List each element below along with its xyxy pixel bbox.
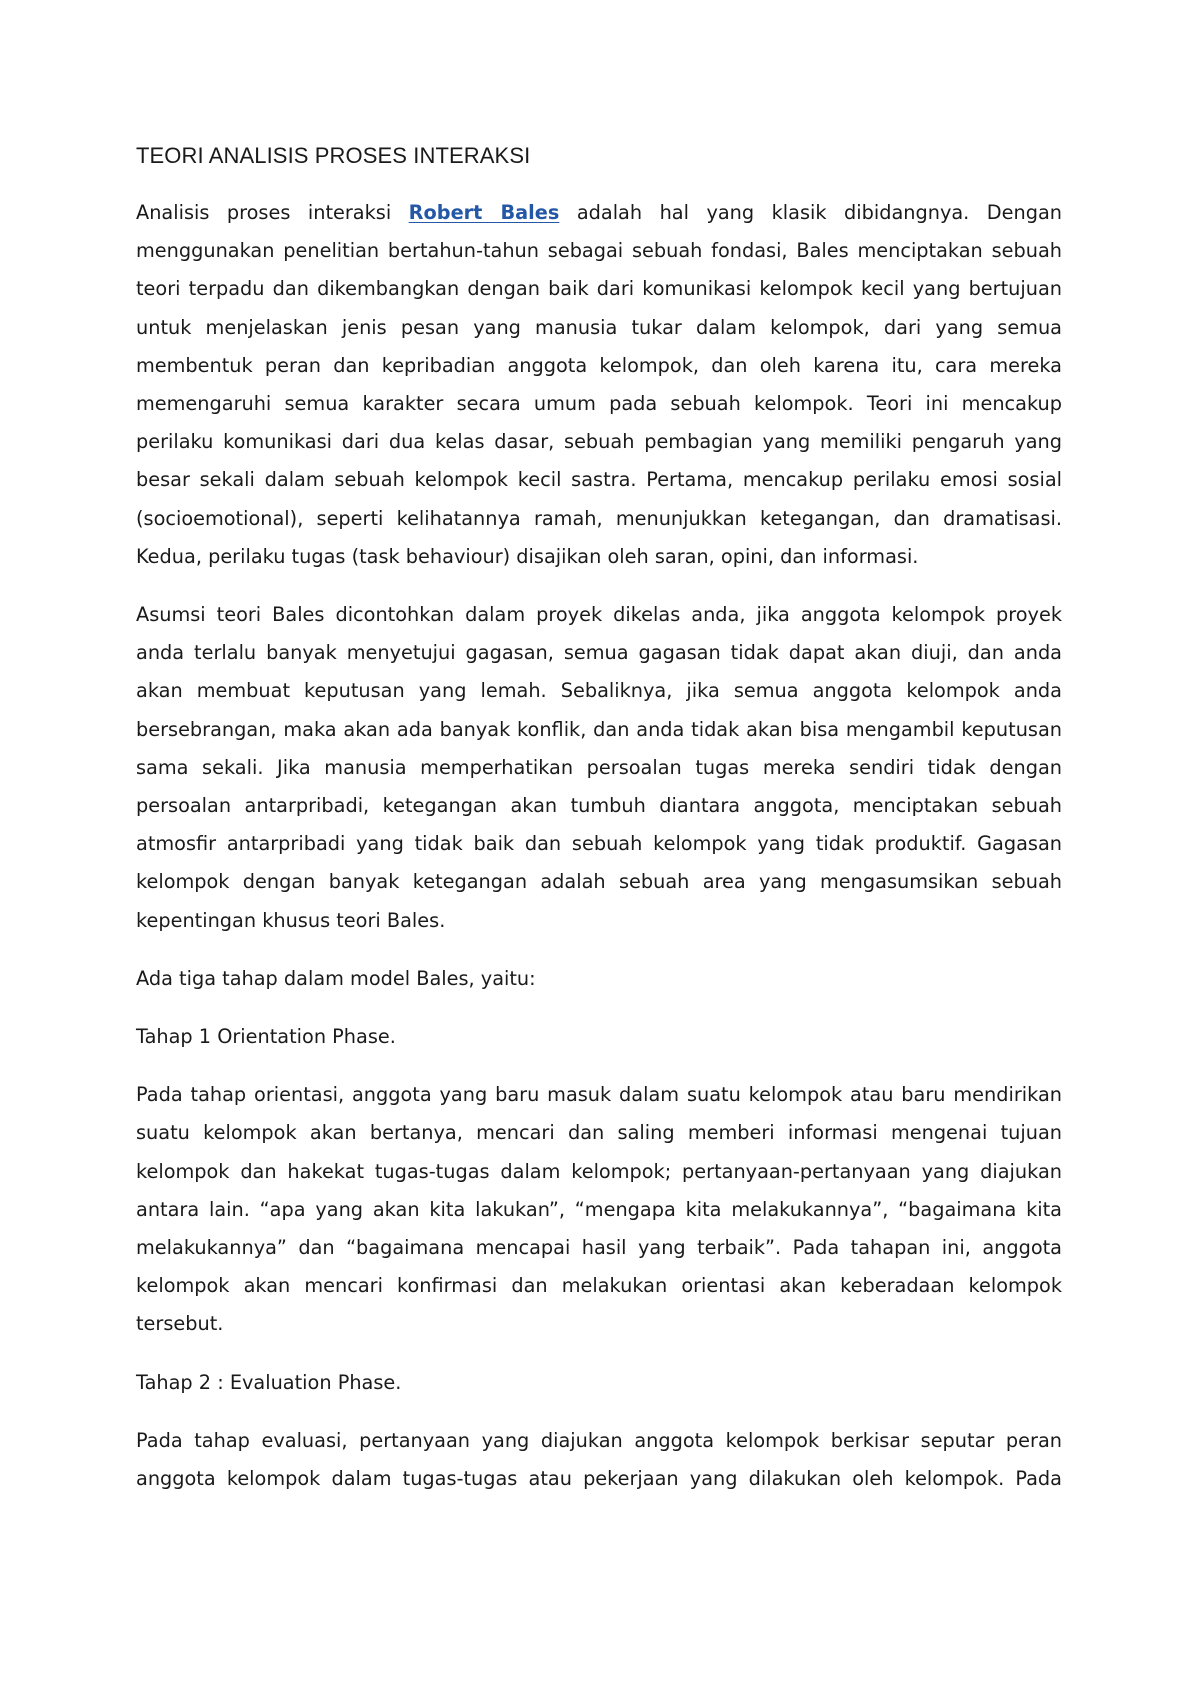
intro-paragraph <box>136 194 1062 576</box>
intro-text-before-link: Analisis proses interaksi <box>136 201 409 224</box>
stage2-heading: Tahap 2 : Evaluation Phase. <box>136 1370 402 1394</box>
robert-bales-link[interactable]: Robert Bales <box>408 201 560 224</box>
assumption-paragraph: Asumsi teori Bales dicontohkan dalam proyek dikelas anda, jika anggota kelompok proyek anda terlalu banyak menyetujui gagasan, semua gagasan tidak dapat akan diuji, dan anda akan membuat keputusan yang lemah. Sebaliknya, jika semua anggota kelompok anda bersebrangan, maka akan ada banyak konflik, dan anda tidak akan bisa mengambil keputusan sama sekali. Jika manusia memperhatikan persoalan tugas mereka sendiri tidak dengan persoalan antarpribadi, ketegangan akan tumbuh diantara anggota, menciptakan sebuah atmosfir antarpribadi yang tidak baik dan sebuah kelompok yang tidak produktif. Gagasan kelompok dengan banyak ketegangan adalah sebuah area yang mengasumsikan sebuah kepentingan khusus teori Bales. <box>136 603 1062 932</box>
document-page <box>136 142 1062 1518</box>
stage2-paragraph: Pada tahap evaluasi, pertanyaan yang diajukan anggota kelompok berkisar seputar peran anggota kelompok dalam tugas-tugas atau pekerjaan yang dilakukan oleh kelompok. Pada <box>136 1428 1062 1491</box>
stages-intro: Ada tiga tahap dalam model Bales, yaitu: <box>136 966 536 990</box>
intro-text-after-link: adalah hal yang klasik dibidangnya. Dengan menggunakan penelitian bertahun-tahun sebagai sebuah fondasi, Bales menciptakan sebuah teori terpadu dan dikembangkan dengan baik dari komunikasi kelompok kecil yang bertujuan untuk menjelaskan jenis pesan yang manusia tukar dalam kelompok, dari yang semua membentuk peran dan kepribadian anggota kelompok, dan oleh karena itu, cara mereka memengaruhi semua karakter secara umum pada sebuah kelompok. Teori ini mencakup perilaku komunikasi dari dua kelas dasar, sebuah pembagian yang memiliki pengaruh yang besar sekali dalam sebuah kelompok kecil sastra. Pertama, mencakup perilaku emosi sosial (socioemotional), seperti kelihatannya ramah, menunjukkan ketegangan, dan dramatisasi. Kedua, perilaku tugas (task behaviour) disajikan oleh saran, opini, dan informasi. <box>136 201 1063 568</box>
document-title: TEORI ANALISIS PROSES INTERAKSI <box>136 143 531 168</box>
stage1-heading: Tahap 1 Orientation Phase. <box>136 1025 396 1049</box>
stage1-paragraph: Pada tahap orientasi, anggota yang baru masuk dalam suatu kelompok atau baru mendirikan suatu kelompok akan bertanya, mencari dan saling memberi informasi mengenai tujuan kelompok dan hakekat tugas-tugas dalam kelompok; pertanyaan-pertanyaan yang diajukan antara lain. “apa yang akan kita lakukan”, “mengapa kita melakukannya”, “bagaimana kita melakukannya” dan “bagaimana mencapai hasil yang terbaik”. Pada tahapan ini, anggota kelompok akan mencari konfirmasi dan melakukan orientasi akan keberadaan kelompok tersebut. <box>136 1083 1062 1336</box>
